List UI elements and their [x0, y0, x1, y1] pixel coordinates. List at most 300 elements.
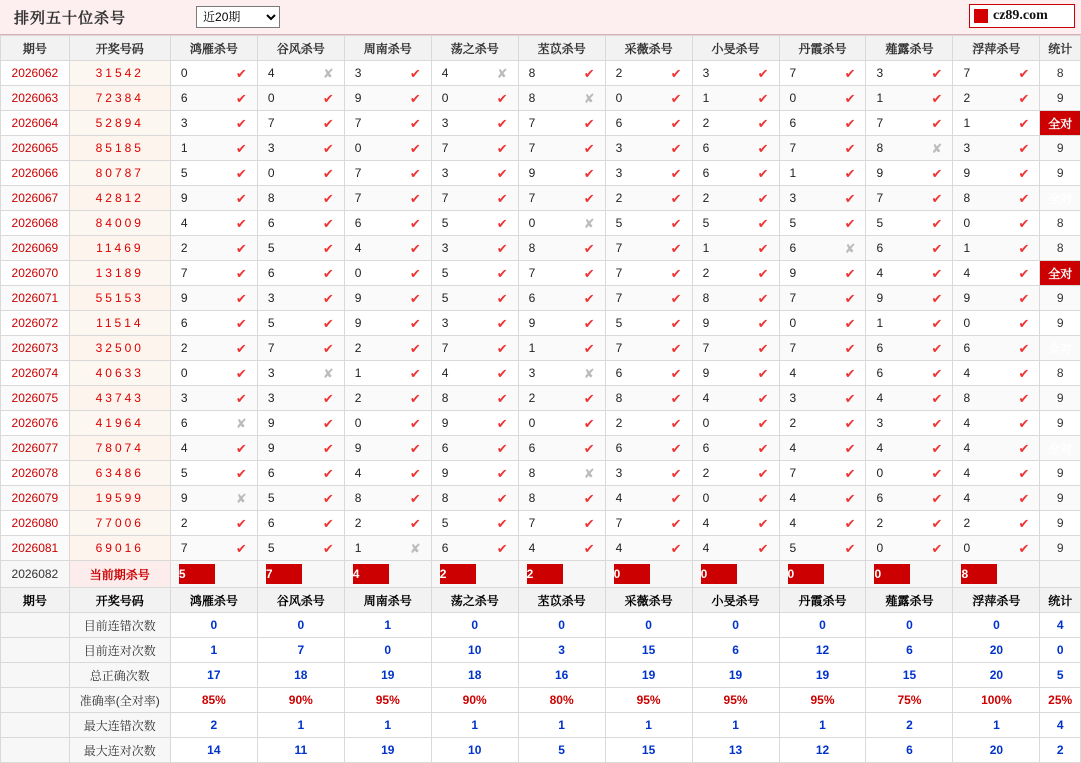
kill-cell	[518, 361, 605, 386]
stats-value-cell: 90%	[431, 688, 518, 713]
table-row	[1, 236, 1081, 261]
kill-number: 5	[615, 216, 623, 230]
stats-value-cell: 1	[257, 713, 344, 738]
stats-value-cell: 0	[170, 613, 257, 638]
kill-number: 7	[528, 516, 536, 530]
draw-code: 19599	[69, 486, 170, 511]
table-row	[1, 461, 1081, 486]
check-icon: ✔	[844, 515, 856, 531]
stat-cell: 全对	[1040, 261, 1081, 286]
logo-square-icon	[974, 9, 988, 23]
kill-number: 7	[876, 116, 884, 130]
kill-number: 3	[180, 116, 188, 130]
kill-number: 0	[963, 541, 971, 555]
stat-cell: 9	[1040, 86, 1081, 111]
check-icon: ✔	[670, 90, 682, 106]
current-kill-cell	[518, 561, 605, 588]
kill-number: 1	[963, 241, 971, 255]
kill-cell	[257, 486, 344, 511]
check-icon: ✔	[670, 465, 682, 481]
issue-number: 2026066	[1, 161, 70, 186]
kill-number: 0	[180, 366, 188, 380]
kill-cell	[866, 61, 953, 86]
table-row	[1, 86, 1081, 111]
check-icon: ✔	[757, 240, 769, 256]
kill-number: 7	[528, 116, 536, 130]
kill-number: 6	[876, 366, 884, 380]
stats-row	[1, 663, 1081, 688]
kill-cell	[257, 86, 344, 111]
kill-cell	[431, 361, 518, 386]
kill-number: 6	[615, 116, 623, 130]
kill-cell	[518, 511, 605, 536]
kill-number: 1	[876, 316, 884, 330]
check-icon: ✔	[670, 165, 682, 181]
check-icon: ✔	[322, 215, 334, 231]
kill-cell	[953, 436, 1040, 461]
stats-value-cell: 15	[866, 663, 953, 688]
stats-row-label: 准确率(全对率)	[69, 688, 170, 713]
check-icon: ✔	[670, 265, 682, 281]
issue-number: 2026077	[1, 436, 70, 461]
check-icon: ✔	[322, 390, 334, 406]
check-icon: ✔	[757, 365, 769, 381]
check-icon: ✔	[670, 240, 682, 256]
kill-number: 7	[528, 266, 536, 280]
kill-cell	[953, 186, 1040, 211]
stats-value-cell: 18	[431, 663, 518, 688]
check-icon: ✔	[322, 140, 334, 156]
issue-number: 2026079	[1, 486, 70, 511]
kill-cell	[170, 511, 257, 536]
stats-row-label: 目前连对次数	[69, 638, 170, 663]
kill-cell	[344, 86, 431, 111]
current-stat-cell	[1040, 561, 1081, 588]
check-icon: ✔	[496, 365, 508, 381]
kill-number: 0	[876, 541, 884, 555]
check-icon: ✔	[844, 315, 856, 331]
check-icon: ✔	[322, 315, 334, 331]
kill-cell	[692, 336, 779, 361]
stat-cell: 9	[1040, 536, 1081, 561]
table-row	[1, 336, 1081, 361]
stats-column-header-8: 小旻杀号	[692, 588, 779, 613]
kill-number: 2	[615, 191, 623, 205]
kill-number: 7	[876, 191, 884, 205]
check-icon: ✔	[757, 415, 769, 431]
current-kill-cell	[692, 561, 779, 588]
kill-cell	[866, 186, 953, 211]
kill-cell	[257, 161, 344, 186]
stats-value-cell: 16	[518, 663, 605, 688]
kill-number: 3	[789, 191, 797, 205]
stats-row-label: 目前连错次数	[69, 613, 170, 638]
kill-cell	[518, 436, 605, 461]
check-icon: ✔	[1018, 540, 1030, 556]
kill-number: 0	[441, 91, 449, 105]
kill-badge: 5	[179, 564, 215, 584]
kill-number: 4	[702, 391, 710, 405]
stats-column-header-7: 采薇杀号	[605, 588, 692, 613]
kill-number: 6	[267, 516, 275, 530]
kill-cell	[344, 161, 431, 186]
check-icon: ✔	[844, 115, 856, 131]
kill-cell	[257, 61, 344, 86]
kill-number: 2	[615, 416, 623, 430]
current-kill-cell	[779, 561, 866, 588]
stats-column-header-9: 丹霞杀号	[779, 588, 866, 613]
kill-number: 8	[963, 191, 971, 205]
check-icon: ✔	[235, 115, 247, 131]
stats-value-cell: 5	[518, 738, 605, 763]
kill-number: 2	[963, 91, 971, 105]
kill-number: 4	[789, 516, 797, 530]
kill-number: 8	[354, 491, 362, 505]
check-icon: ✔	[757, 540, 769, 556]
kill-number: 0	[528, 216, 536, 230]
kill-cell	[605, 111, 692, 136]
stat-cell: 9	[1040, 411, 1081, 436]
kill-cell	[344, 436, 431, 461]
check-icon: ✔	[931, 215, 943, 231]
kill-cell	[779, 286, 866, 311]
kill-number: 2	[180, 341, 188, 355]
kill-number: 1	[354, 366, 362, 380]
kill-cell	[605, 486, 692, 511]
kill-number: 2	[180, 241, 188, 255]
cross-icon: ✘	[322, 65, 334, 81]
check-icon: ✔	[1018, 515, 1030, 531]
kill-number: 8	[528, 491, 536, 505]
kill-cell	[431, 536, 518, 561]
kill-number: 9	[354, 316, 362, 330]
kill-number: 6	[528, 441, 536, 455]
kill-cell	[170, 286, 257, 311]
check-icon: ✔	[235, 440, 247, 456]
kill-cell	[170, 361, 257, 386]
kill-number: 3	[441, 166, 449, 180]
kill-number: 0	[789, 91, 797, 105]
check-icon: ✔	[670, 315, 682, 331]
kill-number: 3	[876, 66, 884, 80]
issue-number: 2026072	[1, 311, 70, 336]
stats-value-cell: 1	[170, 638, 257, 663]
check-icon: ✔	[235, 240, 247, 256]
check-icon: ✔	[757, 390, 769, 406]
check-icon: ✔	[1018, 490, 1030, 506]
cross-icon: ✘	[235, 415, 247, 431]
kill-number: 6	[267, 266, 275, 280]
kill-cell	[953, 511, 1040, 536]
table-row	[1, 286, 1081, 311]
stats-value-cell: 80%	[518, 688, 605, 713]
check-icon: ✔	[931, 90, 943, 106]
kill-number: 4	[354, 466, 362, 480]
check-icon: ✔	[409, 365, 421, 381]
stats-row-label: 最大连对次数	[69, 738, 170, 763]
kill-cell	[779, 236, 866, 261]
stats-value-cell: 3	[518, 638, 605, 663]
kill-cell	[779, 436, 866, 461]
draw-code: 11514	[69, 311, 170, 336]
kill-cell	[779, 261, 866, 286]
kill-cell	[953, 111, 1040, 136]
kill-number: 6	[180, 316, 188, 330]
kill-number: 9	[441, 416, 449, 430]
kill-number: 7	[615, 241, 623, 255]
check-icon: ✔	[409, 390, 421, 406]
check-icon: ✔	[409, 340, 421, 356]
check-icon: ✔	[496, 90, 508, 106]
check-icon: ✔	[757, 515, 769, 531]
check-icon: ✔	[931, 190, 943, 206]
table-row	[1, 261, 1081, 286]
kill-number: 7	[354, 116, 362, 130]
kill-cell	[431, 136, 518, 161]
check-icon: ✔	[409, 240, 421, 256]
kill-cell	[953, 461, 1040, 486]
issue-number: 2026076	[1, 411, 70, 436]
check-icon: ✔	[1018, 65, 1030, 81]
column-header-2: 鸿雁杀号	[170, 36, 257, 61]
kill-number: 4	[441, 66, 449, 80]
kill-cell	[431, 461, 518, 486]
kill-number: 3	[267, 391, 275, 405]
stats-value-cell: 14	[170, 738, 257, 763]
kill-number: 1	[702, 91, 710, 105]
check-icon: ✔	[757, 165, 769, 181]
stats-value-cell: 15	[605, 738, 692, 763]
check-icon: ✔	[844, 540, 856, 556]
stats-value-cell: 6	[692, 638, 779, 663]
check-icon: ✔	[670, 365, 682, 381]
kill-cell	[779, 86, 866, 111]
stats-value-cell: 20	[953, 738, 1040, 763]
kill-cell	[431, 161, 518, 186]
kill-number: 9	[354, 441, 362, 455]
kill-number: 5	[267, 491, 275, 505]
check-icon: ✔	[670, 540, 682, 556]
kill-number: 7	[789, 466, 797, 480]
kill-cell	[431, 436, 518, 461]
kill-cell	[953, 86, 1040, 111]
check-icon: ✔	[757, 65, 769, 81]
kill-number: 6	[180, 416, 188, 430]
kill-cell	[866, 461, 953, 486]
kill-number: 4	[876, 441, 884, 455]
kill-cell	[170, 386, 257, 411]
check-icon: ✔	[409, 65, 421, 81]
check-icon: ✔	[409, 465, 421, 481]
kill-cell	[518, 111, 605, 136]
draw-code: 42812	[69, 186, 170, 211]
logo-text: cz89.com	[993, 8, 1048, 23]
stats-value-cell: 11	[257, 738, 344, 763]
check-icon: ✔	[931, 115, 943, 131]
stats-value-cell: 0	[605, 613, 692, 638]
kill-cell	[344, 311, 431, 336]
kill-cell	[605, 436, 692, 461]
check-icon: ✔	[322, 340, 334, 356]
kill-cell	[257, 186, 344, 211]
check-icon: ✔	[322, 115, 334, 131]
kill-cell	[605, 186, 692, 211]
stats-column-header-3: 谷风杀号	[257, 588, 344, 613]
kill-cell	[953, 486, 1040, 511]
draw-code: 80787	[69, 161, 170, 186]
issue-number: 2026081	[1, 536, 70, 561]
table-row	[1, 361, 1081, 386]
kill-cell	[866, 411, 953, 436]
current-kill-cell	[953, 561, 1040, 588]
check-icon: ✔	[409, 165, 421, 181]
stats-row-label: 最大连错次数	[69, 713, 170, 738]
kill-number: 6	[789, 241, 797, 255]
table-row	[1, 486, 1081, 511]
period-select[interactable]	[196, 6, 280, 28]
kill-cell	[692, 211, 779, 236]
kill-cell	[692, 461, 779, 486]
kill-cell	[779, 411, 866, 436]
kill-cell	[779, 211, 866, 236]
check-icon: ✔	[1018, 265, 1030, 281]
kill-cell	[692, 361, 779, 386]
kill-number: 6	[702, 141, 710, 155]
kill-cell	[170, 236, 257, 261]
kill-cell	[170, 261, 257, 286]
kill-cell	[779, 511, 866, 536]
stats-value-cell: 19	[605, 663, 692, 688]
check-icon: ✔	[496, 315, 508, 331]
stats-value-cell: 95%	[344, 688, 431, 713]
stat-cell: 9	[1040, 311, 1081, 336]
check-icon: ✔	[235, 315, 247, 331]
stats-value-cell: 0	[866, 613, 953, 638]
check-icon: ✔	[496, 265, 508, 281]
kill-cell	[866, 161, 953, 186]
cross-icon: ✘	[496, 65, 508, 81]
check-icon: ✔	[496, 240, 508, 256]
kill-number: 9	[876, 291, 884, 305]
stat-cell: 8	[1040, 361, 1081, 386]
kill-cell	[257, 236, 344, 261]
stats-value-cell: 15	[605, 638, 692, 663]
kill-cell	[518, 161, 605, 186]
check-icon: ✔	[496, 340, 508, 356]
kill-number: 2	[876, 516, 884, 530]
kill-cell	[692, 161, 779, 186]
stats-value-cell: 6	[866, 638, 953, 663]
kill-cell	[779, 486, 866, 511]
stats-spacer-cell	[1, 613, 70, 638]
check-icon: ✔	[757, 115, 769, 131]
check-icon: ✔	[844, 140, 856, 156]
kill-cell	[518, 536, 605, 561]
kill-number: 6	[441, 541, 449, 555]
kill-number: 0	[963, 216, 971, 230]
kill-number: 1	[702, 241, 710, 255]
current-kill-cell	[431, 561, 518, 588]
issue-number: 2026063	[1, 86, 70, 111]
kill-number: 1	[528, 341, 536, 355]
check-icon: ✔	[235, 540, 247, 556]
site-logo	[969, 4, 1075, 28]
kill-cell	[257, 411, 344, 436]
kill-number: 6	[267, 216, 275, 230]
kill-cell	[779, 536, 866, 561]
kill-cell	[866, 386, 953, 411]
stats-value-cell: 75%	[866, 688, 953, 713]
column-header-8: 小旻杀号	[692, 36, 779, 61]
kill-cell	[344, 511, 431, 536]
check-icon: ✔	[670, 390, 682, 406]
check-icon: ✔	[322, 265, 334, 281]
check-icon: ✔	[409, 115, 421, 131]
kill-cell	[518, 86, 605, 111]
kill-number: 3	[267, 291, 275, 305]
stats-value-cell: 17	[170, 663, 257, 688]
kill-cell	[605, 511, 692, 536]
kill-cell	[692, 386, 779, 411]
kill-number: 2	[528, 391, 536, 405]
check-icon: ✔	[1018, 465, 1030, 481]
kill-number: 2	[963, 516, 971, 530]
kill-cell	[866, 536, 953, 561]
kill-number: 9	[180, 191, 188, 205]
kill-cell	[692, 286, 779, 311]
kill-cell	[518, 311, 605, 336]
kill-cell	[692, 511, 779, 536]
kill-cell	[518, 336, 605, 361]
kill-number: 2	[615, 66, 623, 80]
stat-cell: 9	[1040, 386, 1081, 411]
stats-value-cell: 0	[779, 613, 866, 638]
kill-cell	[431, 286, 518, 311]
kill-number: 9	[876, 166, 884, 180]
kill-number: 3	[615, 141, 623, 155]
stats-row	[1, 738, 1081, 763]
table-row	[1, 161, 1081, 186]
stats-value-cell: 10	[431, 738, 518, 763]
table-row	[1, 411, 1081, 436]
check-icon: ✔	[496, 140, 508, 156]
kill-cell	[431, 311, 518, 336]
kill-cell	[518, 61, 605, 86]
kill-number: 5	[789, 541, 797, 555]
kill-number: 3	[963, 141, 971, 155]
kill-cell	[605, 386, 692, 411]
stats-column-header-10: 薤露杀号	[866, 588, 953, 613]
check-icon: ✔	[670, 515, 682, 531]
check-icon: ✔	[496, 415, 508, 431]
check-icon: ✔	[583, 65, 595, 81]
kill-cell	[431, 211, 518, 236]
kill-cell	[170, 436, 257, 461]
stats-row	[1, 638, 1081, 663]
kill-number: 9	[180, 291, 188, 305]
kill-number: 3	[267, 366, 275, 380]
kill-number: 4	[963, 441, 971, 455]
kill-number: 4	[876, 391, 884, 405]
stats-value-cell: 100%	[953, 688, 1040, 713]
check-icon: ✔	[844, 265, 856, 281]
table-row	[1, 136, 1081, 161]
stats-value-cell: 1	[344, 713, 431, 738]
check-icon: ✔	[322, 540, 334, 556]
check-icon: ✔	[1018, 240, 1030, 256]
kill-cell	[605, 161, 692, 186]
kill-cell	[953, 161, 1040, 186]
